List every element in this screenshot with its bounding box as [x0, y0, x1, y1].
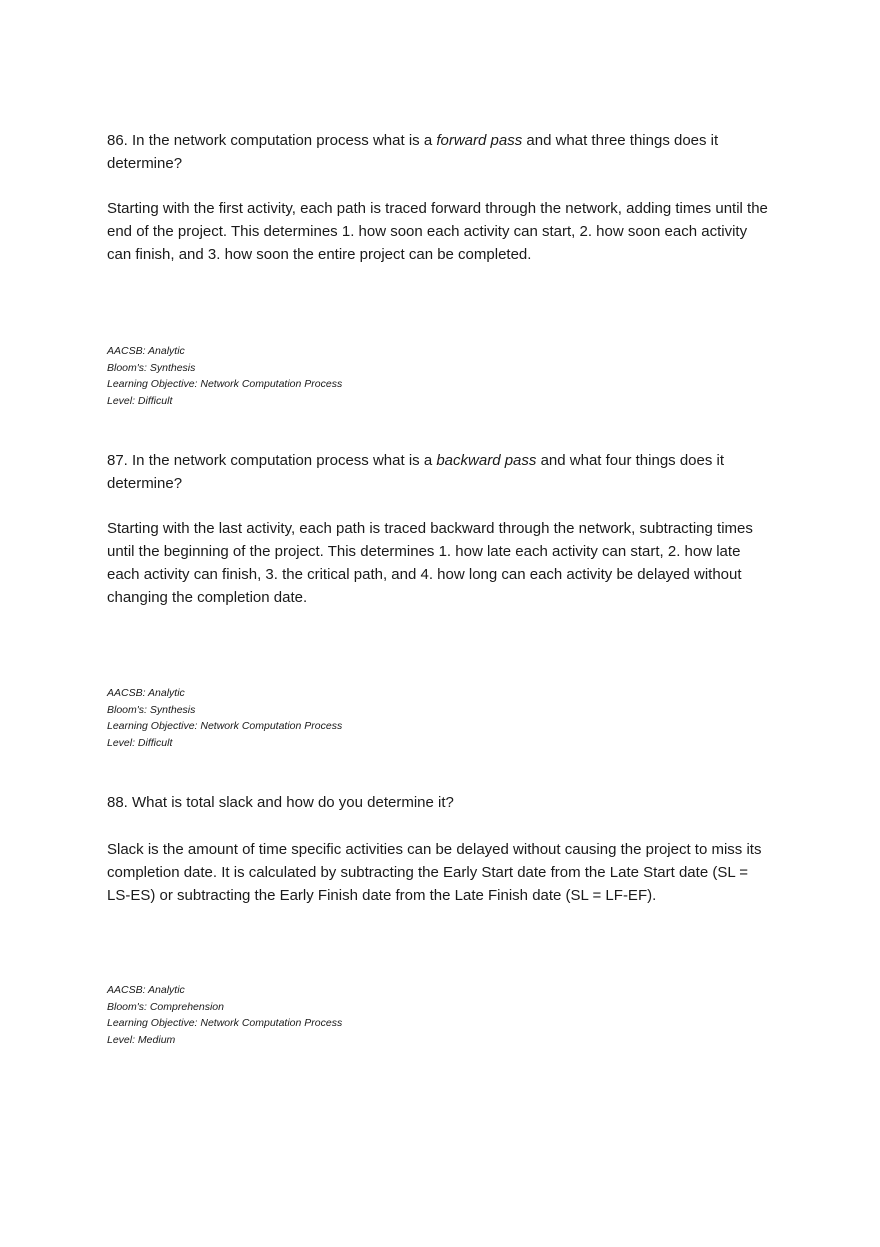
prompt-text: 88. What is total slack and how do you determine it? [107, 794, 454, 811]
blooms-tag: Bloom's: Synthesis [107, 703, 196, 716]
aacsb-tag: AACSB: Analytic [107, 345, 185, 357]
question-prompt [107, 449, 775, 495]
level-tag: Level: Medium [107, 1033, 176, 1046]
prompt-text-end: and what four things does it determine? [107, 452, 725, 492]
aacsb-tag: AACSB: Analytic [107, 687, 185, 699]
prompt-text: 86. In the network computation process what is a [107, 132, 437, 149]
level-tag: Level: Difficult [107, 394, 173, 407]
prompt-italic-term: backward pass [436, 452, 537, 469]
question-86-metadata [107, 343, 507, 409]
prompt-text-end: and what three things does it determine? [107, 132, 719, 172]
learning-objective-tag: Learning Objective: Network Computation Process [107, 1017, 343, 1029]
prompt-italic-term: forward pass [436, 132, 523, 149]
aacsb-tag: AACSB: Analytic [107, 984, 185, 996]
question-prompt [107, 791, 775, 814]
answer-text: Starting with the first activity, each path is traced forward through the network, adding times until the end of the project. This determines 1. how soon each activity can start, 2. how soon each activity can finish, and 3. how soon the entire project can be completed. [107, 200, 768, 263]
prompt-text: 87. In the network computation process what is a [107, 452, 437, 469]
learning-objective-tag: Learning Objective: Network Computation Process [107, 378, 343, 390]
level-tag: Level: Difficult [107, 736, 173, 749]
question-88 [107, 791, 775, 907]
question-87 [107, 449, 775, 609]
blooms-tag: Bloom's: Synthesis [107, 361, 196, 374]
question-88-metadata [107, 982, 507, 1048]
blooms-tag: Bloom's: Comprehension [107, 1000, 224, 1013]
answer-text: Starting with the last activity, each path is traced backward through the network, subtracting times until the beginning of the project. This determines 1. how late each activity can start, 2. how late each activity can finish, 3. the critical path, and 4. how long can each activity be delayed without changing the completion date. [107, 520, 753, 606]
answer-text: Slack is the amount of time specific activities can be delayed without causing the project to miss its completion date. It is calculated by subtracting the Early Start date from the Late Start date (SL = LS-ES) or subtracting the Early Finish date from the Late Finish date (SL = LF-EF). [107, 841, 762, 904]
question-86 [107, 129, 775, 266]
learning-objective-tag: Learning Objective: Network Computation Process [107, 720, 343, 732]
question-87-metadata [107, 685, 507, 751]
question-prompt [107, 129, 775, 175]
